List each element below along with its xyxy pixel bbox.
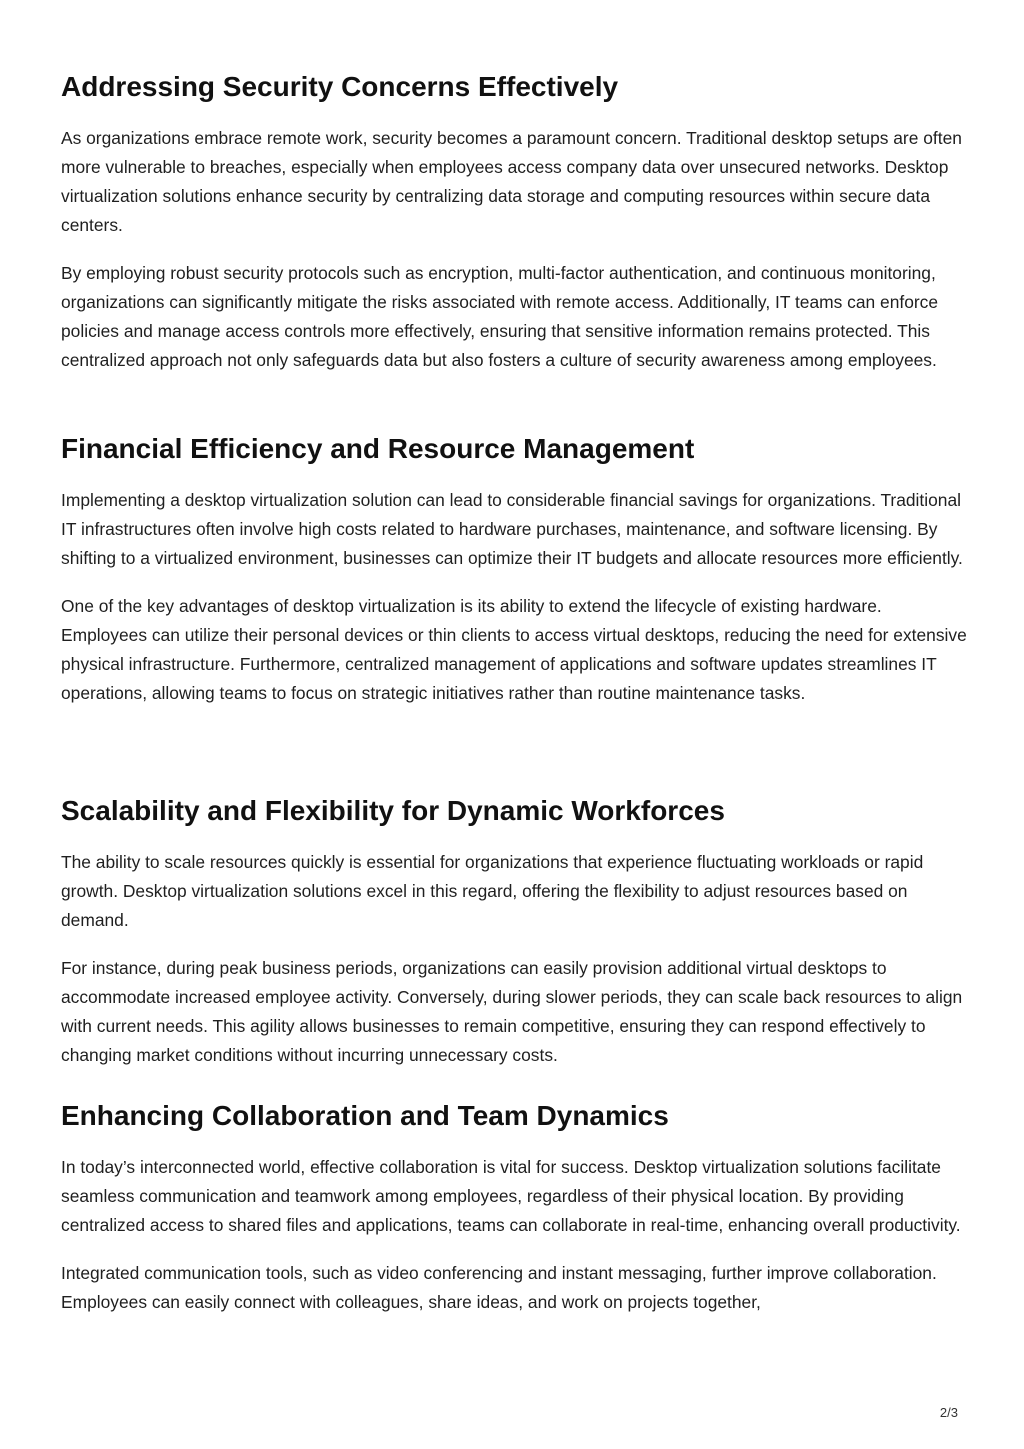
paragraph: One of the key advantages of desktop virtualization is its ability to extend the lifecycle of existing hardware. Employees can utilize their personal devices or thin clients to access virtual desktops, reducing the need for extensive physical infrastructure. Furthermore, centralized management of applications and software updates streamlines IT operations, allowing teams to focus on strategic initiatives rather than routine maintenance tasks. [61, 596, 967, 703]
section-scalability [61, 794, 971, 1070]
paragraph: The ability to scale resources quickly is essential for organizations that experience fluctuating workloads or rapid growth. Desktop virtualization solutions excel in this regard, offering the flexibility to adjust resources based on demand. [61, 852, 924, 930]
paragraph: By employing robust security protocols such as encryption, multi-factor authentication, and continuous monitoring, organizations can significantly mitigate the risks associated with remote access. Additionally, IT teams can enforce policies and manage access controls more effectively, ensuring that sensitive information remains protected. This centralized approach not only safeguards data but also fosters a culture of security awareness among employees. [61, 263, 939, 370]
section-heading: Addressing Security Concerns Effectively [61, 71, 619, 102]
section-collaboration [61, 1099, 971, 1317]
paragraph: Integrated communication tools, such as video conferencing and instant messaging, further improve collaboration. Employees can easily connect with colleagues, share ideas, and work on projects together, [61, 1263, 937, 1312]
section-security [61, 70, 971, 375]
section-heading: Financial Efficiency and Resource Management [61, 433, 695, 464]
paragraph: As organizations embrace remote work, security becomes a paramount concern. Traditional desktop setups are often more vulnerable to breaches, especially when employees access company data over unsecured networks. Desktop virtualization solutions enhance security by centralizing data storage and computing resources within secure data centers. [61, 128, 962, 235]
paragraph: Implementing a desktop virtualization solution can lead to considerable financial savings for organizations. Traditional IT infrastructures often involve high costs related to hardware purchases, maintenance, and software licensing. By shifting to a virtualized environment, businesses can optimize their IT budgets and allocate resources more efficiently. [61, 490, 963, 568]
page-number: 2/3 [939, 1405, 958, 1420]
paragraph: For instance, during peak business periods, organizations can easily provision additional virtual desktops to accommodate increased employee activity. Conversely, during slower periods, they can scale back resources to align with current needs. This agility allows businesses to remain competitive, ensuring they can respond effectively to changing market conditions without incurring unnecessary costs. [61, 958, 963, 1065]
section-heading: Scalability and Flexibility for Dynamic Workforces [61, 795, 725, 826]
section-heading: Enhancing Collaboration and Team Dynamics [61, 1100, 669, 1131]
paragraph: In today’s interconnected world, effective collaboration is vital for success. Desktop virtualization solutions facilitate seamless communication and teamwork among employees, regardless of their physical location. By providing centralized access to shared files and applications, teams can collaborate in real-time, enhancing overall productivity. [61, 1157, 961, 1235]
section-financial [61, 432, 971, 708]
